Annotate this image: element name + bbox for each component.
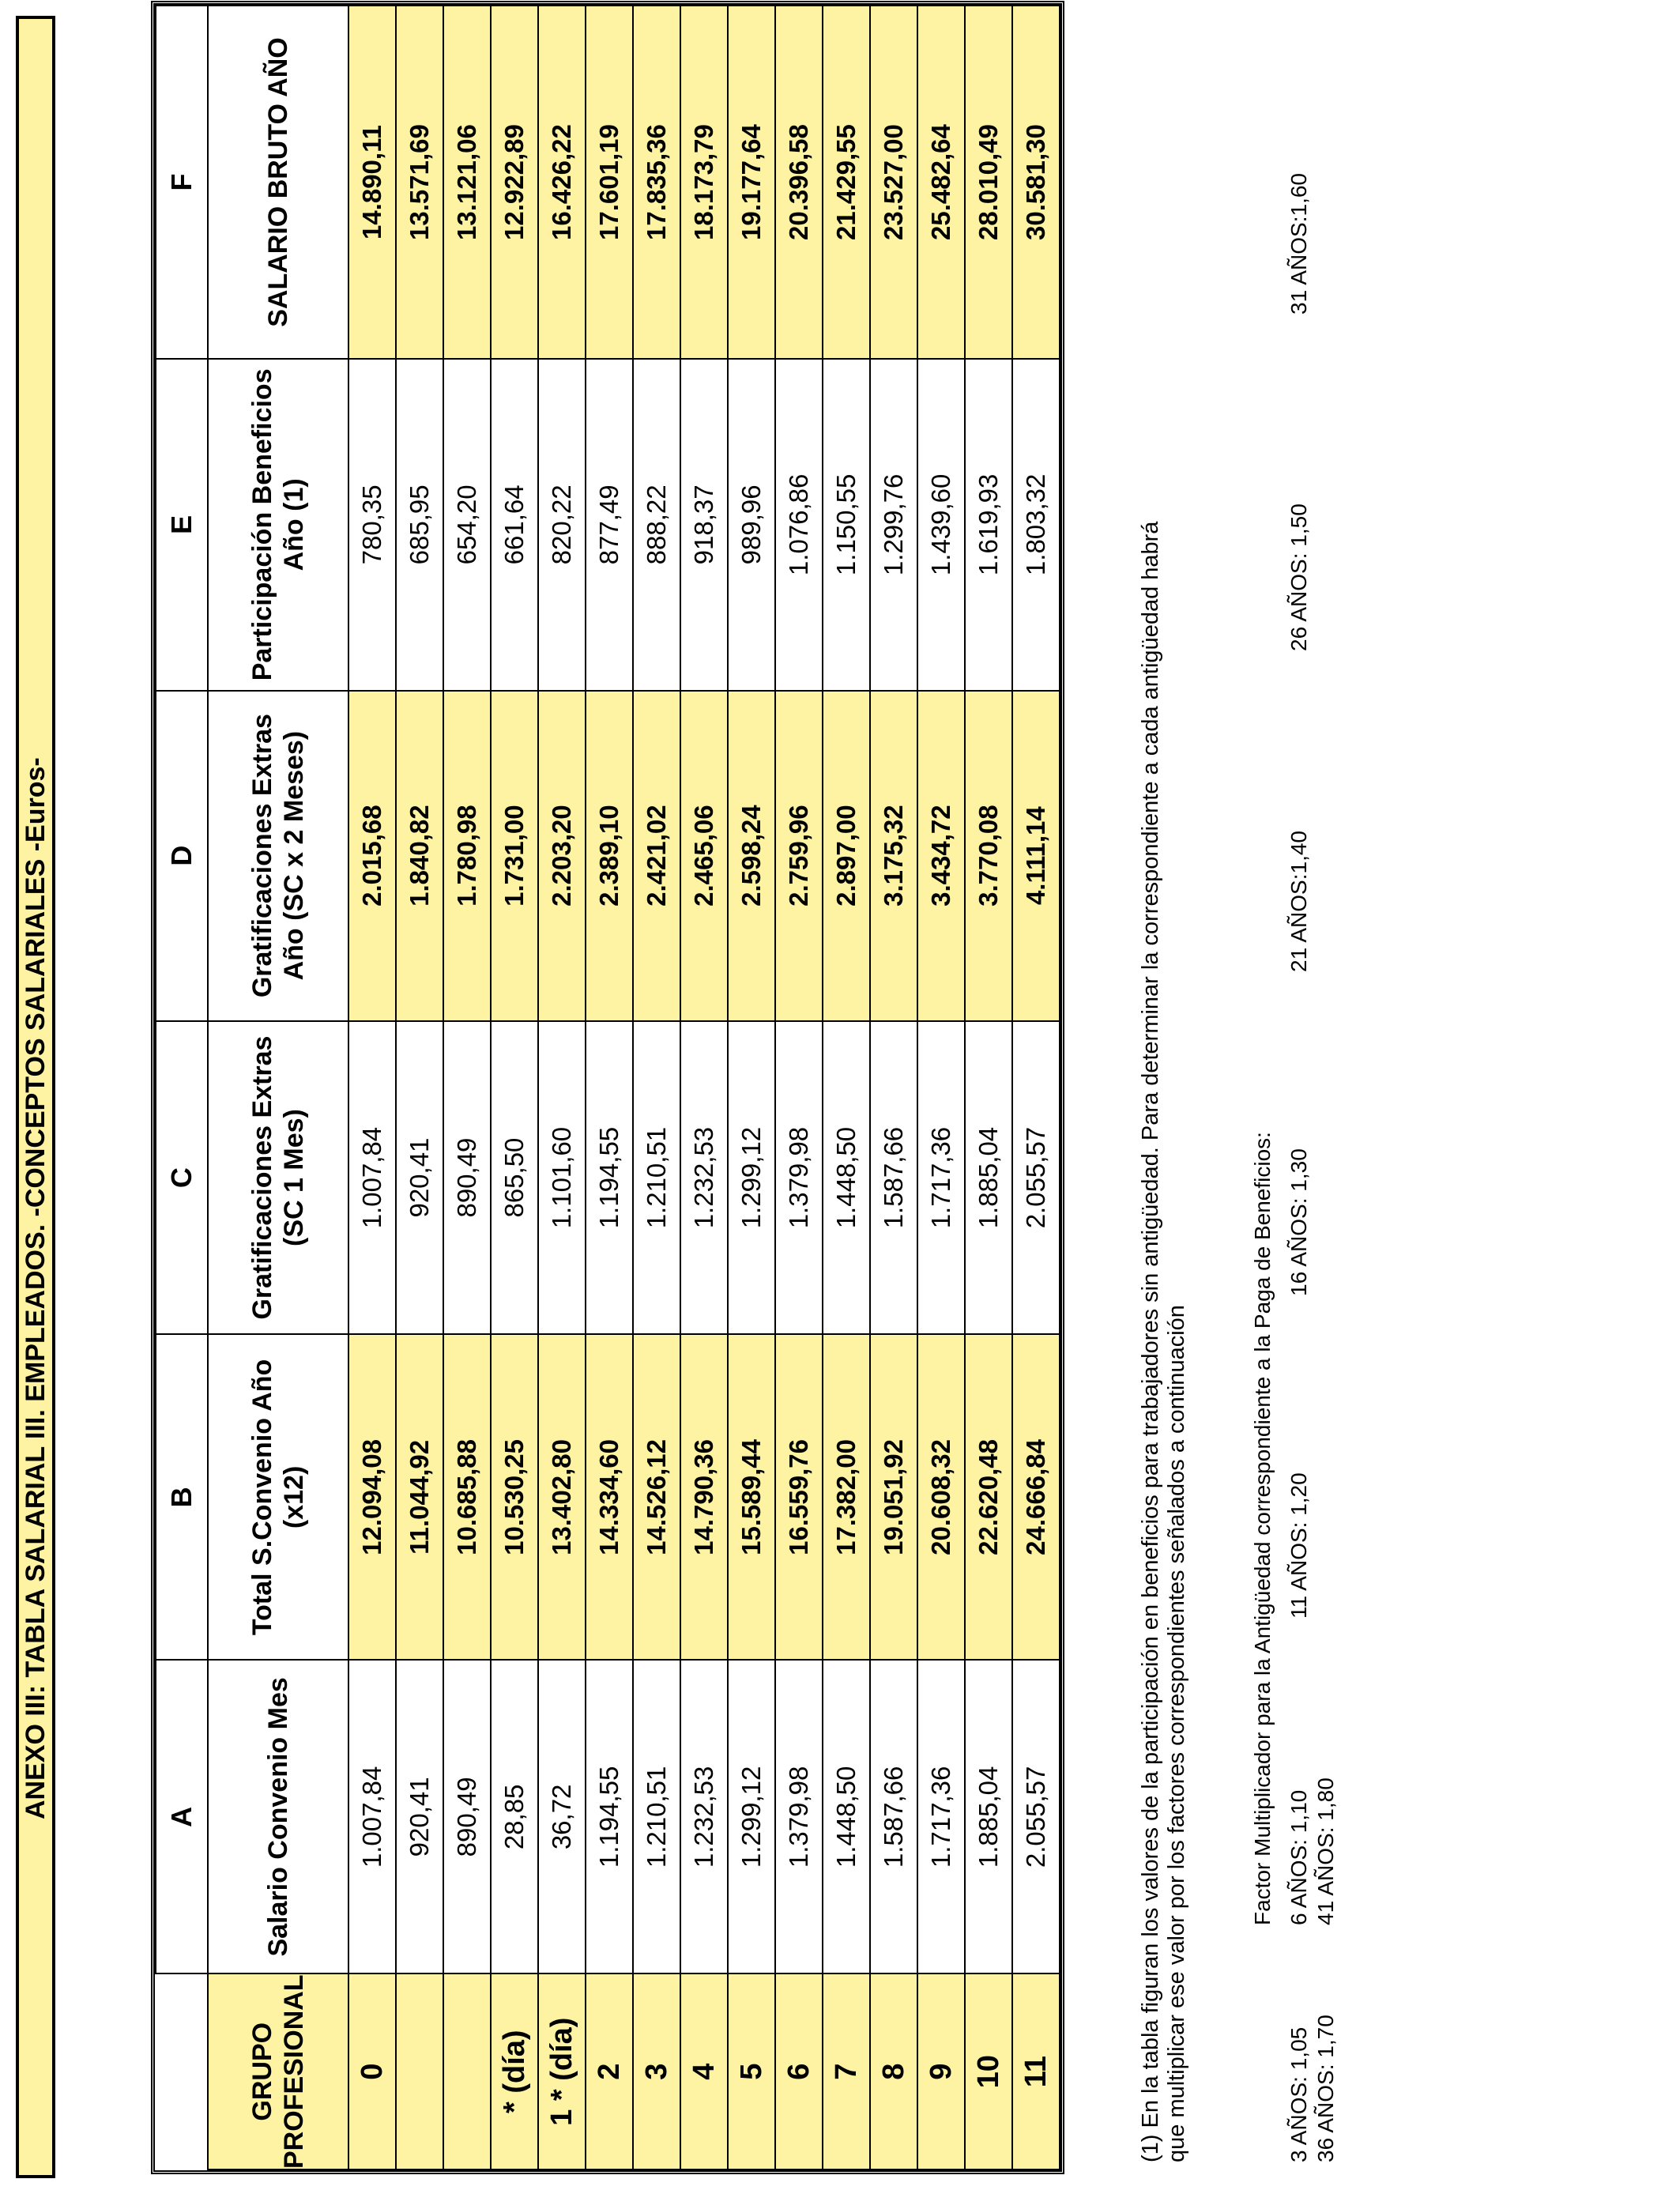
header-gratificaciones-ano: Gratificaciones Extras Año (SC x 2 Meses) — [208, 691, 348, 1021]
salario-convenio-mes-cell: 1.717,36 — [917, 1660, 965, 1973]
salario-bruto-ano-cell: 20.396,58 — [775, 6, 823, 359]
group-cell: 3 — [633, 1973, 680, 2169]
salario-bruto-ano-cell: 17.601,19 — [586, 6, 633, 359]
group-cell — [396, 1973, 443, 2169]
gratificaciones-ano-cell: 2.203,20 — [538, 691, 586, 1021]
gratificaciones-ano-cell: 3.434,72 — [917, 691, 965, 1021]
salario-bruto-ano-cell: 30.581,30 — [1012, 6, 1060, 359]
gratificaciones-ano-cell: 1.780,98 — [443, 691, 491, 1021]
group-cell: 9 — [917, 1973, 965, 2169]
group-cell: 10 — [965, 1973, 1012, 2169]
salario-convenio-mes-cell: 920,41 — [396, 1660, 443, 1973]
column-letters-row — [156, 6, 208, 2169]
factor-item: 11 AÑOS: 1,20 — [1286, 1472, 1311, 1619]
salario-convenio-mes-cell: 36,72 — [538, 1660, 586, 1973]
gratificaciones-1mes-cell: 1.587,66 — [870, 1021, 917, 1335]
gratificaciones-1mes-cell: 1.194,55 — [586, 1021, 633, 1335]
salario-convenio-mes-cell: 28,85 — [491, 1660, 538, 1973]
participacion-beneficios-cell: 989,96 — [728, 359, 775, 691]
salario-bruto-ano-cell: 19.177,64 — [728, 6, 775, 359]
gratificaciones-1mes-cell: 890,49 — [443, 1021, 491, 1335]
gratificaciones-1mes-cell: 1.717,36 — [917, 1021, 965, 1335]
gratificaciones-ano-cell: 2.015,68 — [348, 691, 396, 1021]
salario-bruto-ano-cell: 18.173,79 — [680, 6, 728, 359]
table-row — [728, 6, 775, 2169]
participacion-beneficios-cell: 1.619,93 — [965, 359, 1012, 691]
group-cell — [443, 1973, 491, 2169]
gratificaciones-1mes-cell: 1.885,04 — [965, 1021, 1012, 1335]
participacion-beneficios-cell: 654,20 — [443, 359, 491, 691]
factor-item: 3 AÑOS: 1,05 — [1286, 2026, 1311, 2162]
column-letter-f: F — [156, 6, 208, 359]
table-row — [586, 6, 633, 2169]
document-title: ANEXO III: TABLA SALARIAL III. EMPLEADOS. -CONCEPTOS SALARIALES -Euros- — [16, 16, 55, 2178]
factor-title: Factor Multiplicador para la Antigüedad correspondiente a la Paga de Beneficios: — [1250, 1132, 1275, 1925]
gratificaciones-1mes-cell: 1.210,51 — [633, 1021, 680, 1335]
group-cell: 5 — [728, 1973, 775, 2169]
gratificaciones-1mes-cell: 1.448,50 — [823, 1021, 870, 1335]
gratificaciones-ano-cell: 1.840,82 — [396, 691, 443, 1021]
table-row — [443, 6, 491, 2169]
gratificaciones-ano-cell: 2.759,96 — [775, 691, 823, 1021]
header-total-sconvenio: Total S.Convenio Año (x12) — [208, 1334, 348, 1660]
letter-blank — [156, 1973, 208, 2169]
table-row — [491, 6, 538, 2169]
gratificaciones-1mes-cell: 1.232,53 — [680, 1021, 728, 1335]
gratificaciones-1mes-cell: 2.055,57 — [1012, 1021, 1060, 1335]
total-sconvenio-cell: 13.402,80 — [538, 1334, 586, 1660]
salario-convenio-mes-cell: 1.007,84 — [348, 1660, 396, 1973]
group-cell: 7 — [823, 1973, 870, 2169]
column-letter-d: D — [156, 691, 208, 1021]
group-cell: 11 — [1012, 1973, 1060, 2169]
participacion-beneficios-cell: 1.076,86 — [775, 359, 823, 691]
column-letter-a: A — [156, 1660, 208, 1973]
table-row — [348, 6, 396, 2169]
salario-convenio-mes-cell: 2.055,57 — [1012, 1660, 1060, 1973]
participacion-beneficios-cell: 1.803,32 — [1012, 359, 1060, 691]
total-sconvenio-cell: 20.608,32 — [917, 1334, 965, 1660]
header-gratificaciones-1mes: Gratificaciones Extras (SC 1 Mes) — [208, 1021, 348, 1335]
gratificaciones-ano-cell: 2.465,06 — [680, 691, 728, 1021]
salario-bruto-ano-cell: 17.835,36 — [633, 6, 680, 359]
total-sconvenio-cell: 15.589,44 — [728, 1334, 775, 1660]
salary-table — [155, 5, 1060, 2170]
participacion-beneficios-cell: 1.439,60 — [917, 359, 965, 691]
total-sconvenio-cell: 14.790,36 — [680, 1334, 728, 1660]
salario-bruto-ano-cell: 14.890,11 — [348, 6, 396, 359]
participacion-beneficios-cell: 1.150,55 — [823, 359, 870, 691]
header-row — [208, 6, 348, 2169]
salario-convenio-mes-cell: 1.885,04 — [965, 1660, 1012, 1973]
salario-convenio-mes-cell: 1.194,55 — [586, 1660, 633, 1973]
factor-item: 26 AÑOS: 1,50 — [1286, 503, 1311, 651]
participacion-beneficios-cell: 877,49 — [586, 359, 633, 691]
header-salario-bruto-ano: SALARIO BRUTO AÑO — [208, 6, 348, 359]
table-body — [348, 6, 1060, 2169]
gratificaciones-ano-cell: 2.598,24 — [728, 691, 775, 1021]
group-cell: 4 — [680, 1973, 728, 2169]
footnote-line-1: (1) En la tabla figuran los valores de la participación en beneficios para trabajadores sin antigüedad. Para determinar la correspondiente a cada antigüedad habrá — [1138, 521, 1163, 2162]
total-sconvenio-cell: 12.094,08 — [348, 1334, 396, 1660]
salario-convenio-mes-cell: 1.587,66 — [870, 1660, 917, 1973]
salario-convenio-mes-cell: 1.448,50 — [823, 1660, 870, 1973]
salario-bruto-ano-cell: 13.571,69 — [396, 6, 443, 359]
total-sconvenio-cell: 24.666,84 — [1012, 1334, 1060, 1660]
total-sconvenio-cell: 19.051,92 — [870, 1334, 917, 1660]
gratificaciones-ano-cell: 4.111,14 — [1012, 691, 1060, 1021]
table-row — [538, 6, 586, 2169]
factor-item: 6 AÑOS: 1,10 — [1286, 1789, 1311, 1925]
gratificaciones-1mes-cell: 920,41 — [396, 1021, 443, 1335]
gratificaciones-1mes-cell: 1.299,12 — [728, 1021, 775, 1335]
table-row — [680, 6, 728, 2169]
factor-item: 16 AÑOS: 1,30 — [1286, 1148, 1311, 1296]
participacion-beneficios-cell: 918,37 — [680, 359, 728, 691]
table-row — [1012, 6, 1060, 2169]
factor-item: 31 AÑOS:1,60 — [1286, 172, 1311, 315]
salario-bruto-ano-cell: 12.922,89 — [491, 6, 538, 359]
salario-convenio-mes-cell: 1.379,98 — [775, 1660, 823, 1973]
factor-item: 36 AÑOS: 1,70 — [1313, 2015, 1338, 2162]
table-row — [633, 6, 680, 2169]
header-grupo-profesional: GRUPO PROFESIONAL — [208, 1973, 348, 2169]
salario-bruto-ano-cell: 25.482,64 — [917, 6, 965, 359]
factor-item: 41 AÑOS: 1,80 — [1313, 1777, 1338, 1925]
gratificaciones-ano-cell: 3.175,32 — [870, 691, 917, 1021]
gratificaciones-1mes-cell: 1.007,84 — [348, 1021, 396, 1335]
total-sconvenio-cell: 14.334,60 — [586, 1334, 633, 1660]
gratificaciones-1mes-cell: 1.101,60 — [538, 1021, 586, 1335]
total-sconvenio-cell: 17.382,00 — [823, 1334, 870, 1660]
factor-item: 21 AÑOS:1,40 — [1286, 830, 1311, 972]
participacion-beneficios-cell: 888,22 — [633, 359, 680, 691]
table-row — [870, 6, 917, 2169]
table-row — [917, 6, 965, 2169]
group-cell: 6 — [775, 1973, 823, 2169]
footnote-line-2: que multiplicar ese valor por los factores correspondientes señalados a continuación — [1164, 1305, 1189, 2162]
total-sconvenio-cell: 10.530,25 — [491, 1334, 538, 1660]
group-cell: 1 * (día) — [538, 1973, 586, 2169]
gratificaciones-ano-cell: 2.421,02 — [633, 691, 680, 1021]
header-participacion-beneficios: Participación Beneficios Año (1) — [208, 359, 348, 691]
column-letter-e: E — [156, 359, 208, 691]
column-letter-b: B — [156, 1334, 208, 1660]
gratificaciones-1mes-cell: 865,50 — [491, 1021, 538, 1335]
total-sconvenio-cell: 22.620,48 — [965, 1334, 1012, 1660]
table-row — [823, 6, 870, 2169]
gratificaciones-1mes-cell: 1.379,98 — [775, 1021, 823, 1335]
group-cell: 2 — [586, 1973, 633, 2169]
total-sconvenio-cell: 10.685,88 — [443, 1334, 491, 1660]
table-row — [396, 6, 443, 2169]
gratificaciones-ano-cell: 2.897,00 — [823, 691, 870, 1021]
participacion-beneficios-cell: 1.299,76 — [870, 359, 917, 691]
salario-convenio-mes-cell: 1.299,12 — [728, 1660, 775, 1973]
salario-convenio-mes-cell: 890,49 — [443, 1660, 491, 1973]
salario-bruto-ano-cell: 23.527,00 — [870, 6, 917, 359]
total-sconvenio-cell: 14.526,12 — [633, 1334, 680, 1660]
salario-bruto-ano-cell: 13.121,06 — [443, 6, 491, 359]
gratificaciones-ano-cell: 3.770,08 — [965, 691, 1012, 1021]
header-salario-convenio-mes: Salario Convenio Mes — [208, 1660, 348, 1973]
group-cell: * (día) — [491, 1973, 538, 2169]
salario-bruto-ano-cell: 21.429,55 — [823, 6, 870, 359]
table-row — [775, 6, 823, 2169]
salario-bruto-ano-cell: 16.426,22 — [538, 6, 586, 359]
salario-bruto-ano-cell: 28.010,49 — [965, 6, 1012, 359]
gratificaciones-ano-cell: 1.731,00 — [491, 691, 538, 1021]
column-letter-c: C — [156, 1021, 208, 1335]
participacion-beneficios-cell: 661,64 — [491, 359, 538, 691]
salario-convenio-mes-cell: 1.232,53 — [680, 1660, 728, 1973]
participacion-beneficios-cell: 820,22 — [538, 359, 586, 691]
participacion-beneficios-cell: 685,95 — [396, 359, 443, 691]
footnote — [1138, 28, 1190, 2162]
group-cell: 8 — [870, 1973, 917, 2169]
table-row — [965, 6, 1012, 2169]
gratificaciones-ano-cell: 2.389,10 — [586, 691, 633, 1021]
participacion-beneficios-cell: 780,35 — [348, 359, 396, 691]
total-sconvenio-cell: 11.044,92 — [396, 1334, 443, 1660]
total-sconvenio-cell: 16.559,76 — [775, 1334, 823, 1660]
salario-convenio-mes-cell: 1.210,51 — [633, 1660, 680, 1973]
group-cell: 0 — [348, 1973, 396, 2169]
